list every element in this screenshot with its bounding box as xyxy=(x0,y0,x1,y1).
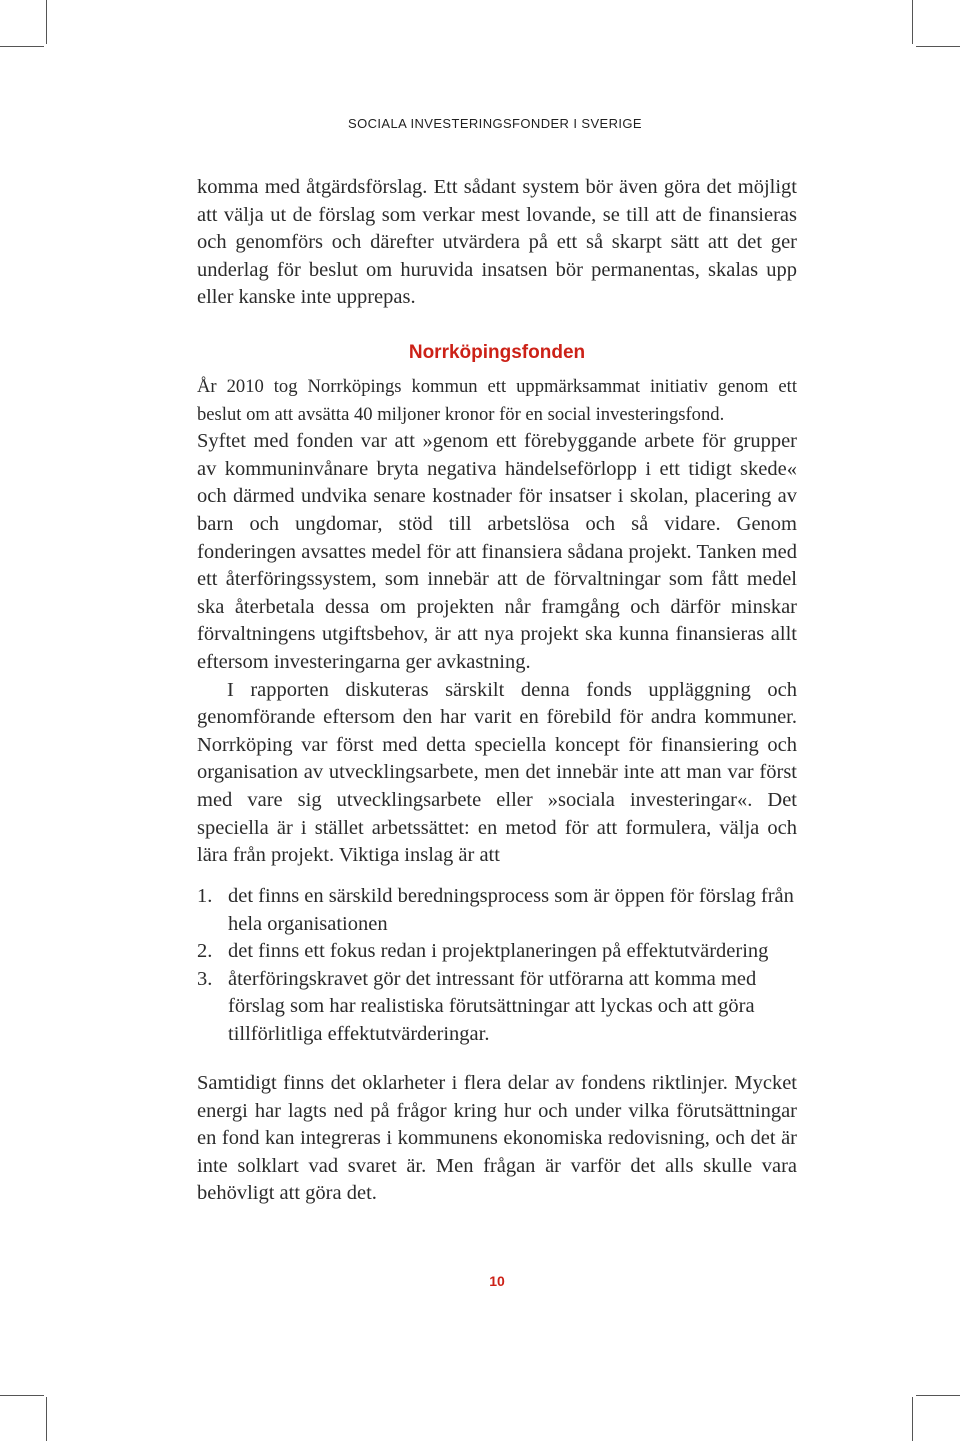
page-number: 10 xyxy=(489,1273,505,1289)
crop-mark xyxy=(46,1397,47,1441)
section-paragraph-1: Syftet med fonden var att »genom ett förebyggande arbete för grupper av kommuninvånare bryta negativa händelseförlopp i ett tidigt skede« och därmed undvika senare kostnader för insatser i skolan, placering av barn och ungdomar, stöd till arbetslösa och så vidare. Genom fonderingen avsattes medel för att finansiera sådana projekt. Tanken med ett återföringssystem, som innebär att de förvaltningar som fått medel ska återbetala dessa om projekten når framgång och därför minskar förvaltningens utgiftsbehov, är att nya projekt ska kunna finansieras allt eftersom investeringarna ger avkastning. xyxy=(197,430,797,673)
section-paragraph-2: I rapporten diskuteras särskilt denna fonds uppläggning och genomförande eftersom den har varit en förebild för andra kommuner. Norrköping var först med detta speciella koncept för finansiering och organisation av utvecklingsarbete, men det innebär inte att man var först med vare sig utvecklingsarbete eller »sociala investeringar«. Det speciella är i stället arbetssättet: en metod för att formulera, välja och lära från projekt. Viktiga inslag är att xyxy=(197,678,797,867)
list-item xyxy=(197,966,797,1049)
crop-mark xyxy=(0,1395,44,1396)
list-item xyxy=(197,883,797,938)
crop-mark xyxy=(912,1397,913,1441)
section-body xyxy=(197,373,797,870)
list-item-text: återföringskravet gör det intressant för utförarna att komma med förslag som har realistiska förutsättningar att lyckas och att göra tillförlitliga effektutvärderingar. xyxy=(228,967,757,1045)
numbered-list xyxy=(197,883,797,1049)
list-item-text: det finns en särskild beredningsprocess som är öppen för förslag från hela organisationen xyxy=(228,885,794,935)
crop-mark xyxy=(916,1395,960,1396)
crop-mark xyxy=(916,46,960,47)
section-title: Norrköpingsfonden xyxy=(408,342,586,363)
list-item-number: 3. xyxy=(197,967,213,990)
intro-paragraph: komma med åtgärdsförslag. Ett sådant system bör även göra det möjligt att välja ut de förslag som verkar mest lovande, se till att de finansieras och genomförs och därefter utvärdera på ett så skarpt sätt att det ger underlag för beslut om huruvida insatsen bör permanentas, skalas upp eller kanske inte upprepas. xyxy=(197,176,797,309)
list-item xyxy=(197,938,797,966)
closing-block xyxy=(197,1070,797,1208)
list-item-text: det finns ett fokus redan i projektplaneringen på effektutvärdering xyxy=(228,940,769,963)
closing-paragraph: Samtidigt finns det oklarheter i flera delar av fondens riktlinjer. Mycket energi har lagts ned på frågor kring hur och under vilka förutsättningar en fond kan integreras i kommunens ekonomiska redovisning, och det är inte solklart vad svaret är. Men frågan är varför det alls skulle vara behövligt att göra det. xyxy=(197,1072,797,1205)
section-lead: År 2010 tog Norrköpings kommun ett uppmärksammat initiativ genom ett beslut om att avsätta 40 miljoner kronor för en social investeringsfond. xyxy=(197,376,797,425)
running-head: SOCIALA INVESTERINGSFONDER I SVERIGE xyxy=(348,116,642,131)
intro-block xyxy=(197,174,797,312)
crop-mark xyxy=(0,46,44,47)
crop-mark xyxy=(46,0,47,44)
list-item-number: 2. xyxy=(197,940,213,963)
crop-mark xyxy=(912,0,913,44)
list-item-number: 1. xyxy=(197,885,213,907)
